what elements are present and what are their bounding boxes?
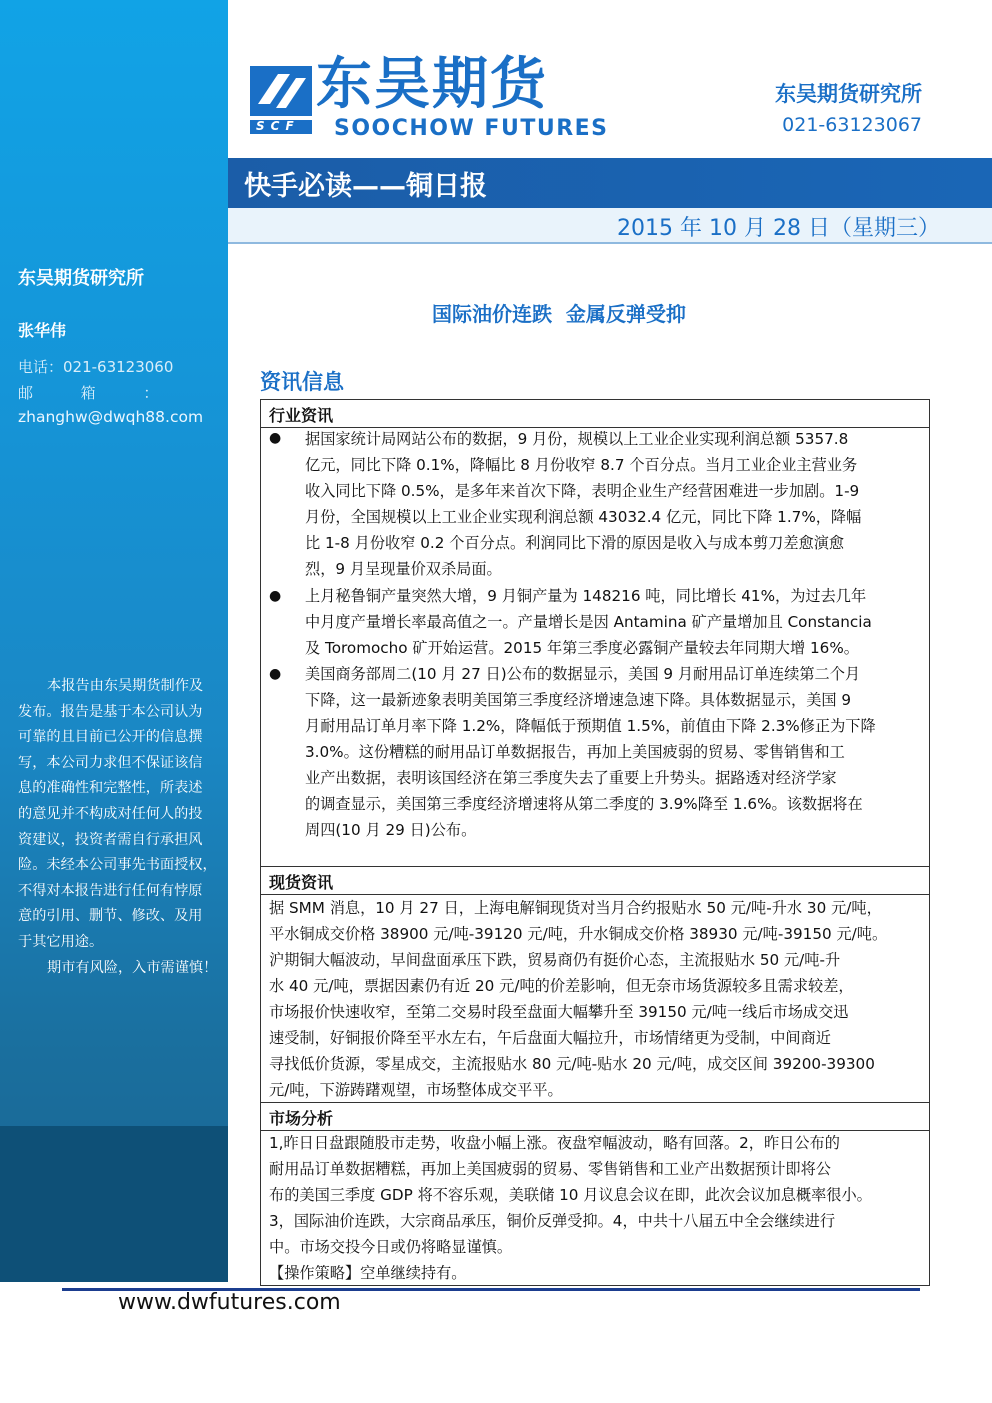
section-title: 资讯信息 [260, 370, 344, 394]
industry-news-heading: 行业资讯 [261, 400, 929, 428]
disclaimer-line: 意的引用、删节、修改、及用 [18, 908, 203, 925]
text-line: 3，国际油价连跌，大宗商品承压，铜价反弹受抑。4，中共十八届五中全会继续进行 [269, 1212, 836, 1230]
header-phone: 021-63123067 [782, 114, 922, 136]
market-analysis-text [269, 1130, 923, 1286]
news-item-1 [305, 426, 921, 582]
author-name: 张华伟 [18, 321, 67, 340]
left-sidebar [0, 0, 228, 1282]
text-line: 的调查显示，美国第三季度经济增速将从第二季度的 3.9%降至 1.6%。该数据将在 [305, 795, 863, 813]
disclaimer-line: 写，本公司力求但不保证该信 [18, 754, 203, 771]
brand-name-cn: 东吴期货 [316, 52, 548, 117]
header-institute: 东吴期货研究所 [775, 82, 922, 106]
text-line: 比 1-8 月份收窄 0.2 个百分点。利润同比下滑的原因是收入与成本剪刀差愈演愈 [305, 534, 845, 552]
news-item-3 [305, 661, 921, 843]
report-title: 快手必读——铜日报 [244, 171, 487, 202]
text-line: 下降，这一最新迹象表明美国第三季度经济增速急速下降。具体数据显示，美国 9 [305, 691, 852, 709]
bullet-icon: ● [269, 666, 282, 682]
disclaimer-line: 本报告由东吴期货制作及 [47, 678, 204, 694]
text-line: 元/吨，下游踌躇观望，市场整体成交平平。 [269, 1081, 563, 1099]
text-line: 业产出数据，表明该国经济在第三季度失去了重要上升势头。据路透对经济学家 [305, 769, 837, 787]
text-line: 速受制，好铜报价降至平水左右，午后盘面大幅拉升，市场情绪更为受制，中间商近 [269, 1029, 831, 1047]
disclaimer-line: 于其它用途。 [18, 933, 104, 950]
disclaimer-line: 险。未经本公司事先书面授权， [18, 857, 217, 874]
strategy-line: 【操作策略】空单继续持有。 [269, 1264, 467, 1282]
author-phone: 电话：021-63123060 [18, 358, 174, 376]
text-line: 中。市场交投今日或仍将略显谨慎。 [269, 1238, 512, 1256]
text-line: 市场报价快速收窄，至第二交易时段至盘面大幅攀升至 39150 元/吨一线后市场成交迅 [269, 1003, 849, 1021]
market-analysis-box [260, 1102, 930, 1286]
text-line: 收入同比下降 0.5%，是多年来首次下降，表明企业生产经营困难进一步加剧。1-9 [305, 482, 860, 500]
bullet-icon: ● [269, 588, 282, 604]
text-line: 据国家统计局网站公布的数据，9 月份，规模以上工业企业实现利润总额 5357.8 [305, 430, 849, 448]
text-line: 布的美国三季度 GDP 将不容乐观，美联储 10 月议息会议在即，此次会议加息概率很小。 [269, 1186, 872, 1204]
disclaimer [18, 674, 222, 981]
text-line: 中月度产量增长率最高值之一。产量增长是因 Antamina 矿产量增加且 Constancia [305, 613, 872, 631]
text-line: 平水铜成交价格 38900 元/吨-39120 元/吨，升水铜成交价格 38930 元/吨-39150 元/吨。 [269, 925, 888, 943]
text-line: 月份，全国规模以上工业企业实现利润总额 43032.4 亿元，同比下降 1.7%，降幅 [305, 508, 862, 526]
disclaimer-line: 的意见并不构成对任何人的投 [18, 805, 203, 822]
text-line: 1,昨日日盘跟随股市走势，收盘小幅上涨。夜盘窄幅波动，略有回落。2，昨日公布的 [269, 1134, 840, 1152]
text-line: 及 Toromocho 矿开始运营。2015 年第三季度必露铜产量较去年同期大增 16%。 [305, 639, 859, 657]
text-line: 上月秘鲁铜产量突然大增，9 月铜产量为 148216 吨，同比增长 41%，为过去几年 [305, 587, 867, 605]
news-item-2 [305, 583, 921, 661]
report-date: 2015 年 10 月 28 日（星期三） [617, 216, 940, 241]
author-email[interactable]: zhanghw@dwqh88.com [18, 408, 204, 426]
text-line: 烈，9 月呈现量价双杀局面。 [305, 560, 502, 578]
disclaimer-line: 息的准确性和完整性，所表述 [18, 780, 203, 797]
logo-letters: SCF [256, 119, 300, 133]
footer-url[interactable]: www.dwfutures.com [118, 1290, 341, 1315]
text-line: 水 40 元/吨，票据因素仍有近 20 元/吨的价差影响，但无奈市场货源较多且需求较差， [269, 977, 854, 995]
disclaimer-line: 发布。报告是基于本公司认为 [18, 703, 203, 720]
disclaimer-line: 不得对本报告进行任何有悖原 [18, 882, 203, 899]
industry-news-box [260, 399, 930, 867]
brand-name-en: SOOCHOW FUTURES [334, 116, 609, 141]
sidebar-institute: 东吴期货研究所 [18, 268, 144, 289]
text-line: 月耐用品订单月率下降 1.2%，降幅低于预期值 1.5%，前值由下降 2.3%修正为下降 [305, 717, 876, 735]
bullet-icon: ● [269, 430, 282, 446]
text-line: 耐用品订单数据糟糕，再加上美国疲弱的贸易、零售销售和工业产出数据预计即将公 [269, 1160, 831, 1178]
disclaimer-line: 资建议，投资者需自行承担风 [18, 831, 203, 848]
risk-note: 期市有风险，入市需谨慎！ [47, 959, 218, 976]
text-line: 周四(10 月 29 日)公布。 [305, 821, 477, 839]
text-line: 沪期铜大幅波动，早间盘面承压下跌，贸易商仍有挺价心态，主流报贴水 50 元/吨-升 [269, 951, 841, 969]
sidebar-dark-strip [0, 1126, 228, 1282]
text-line: 据 SMM 消息，10 月 27 日，上海电解铜现货对当月合约报贴水 50 元/吨-升水 30 元/吨， [269, 899, 882, 917]
disclaimer-line: 可靠的且目前已公开的信息撰 [18, 729, 203, 746]
logo [248, 64, 314, 136]
spot-news-text [269, 895, 923, 1103]
text-line: 3.0%。这份糟糕的耐用品订单数据报告，再加上美国疲弱的贸易、零售销售和工 [305, 743, 845, 761]
market-analysis-heading: 市场分析 [261, 1103, 929, 1131]
headline: 国际油价连跌 金属反弹受抑 [432, 302, 686, 326]
text-line: 亿元，同比下降 0.1%，降幅比 8 月份收窄 8.7 个百分点。当月工业企业主营业务 [305, 456, 858, 474]
spot-news-heading: 现货资讯 [261, 867, 929, 895]
email-label: 邮 箱 ： [18, 384, 159, 402]
text-line: 寻找低价货源，零星成交，主流报贴水 80 元/吨-贴水 20 元/吨，成交区间 39200-39300 [269, 1055, 875, 1073]
text-line: 美国商务部周二(10 月 27 日)公布的数据显示，美国 9 月耐用品订单连续第二个月 [305, 665, 861, 683]
spot-news-box [260, 866, 930, 1103]
